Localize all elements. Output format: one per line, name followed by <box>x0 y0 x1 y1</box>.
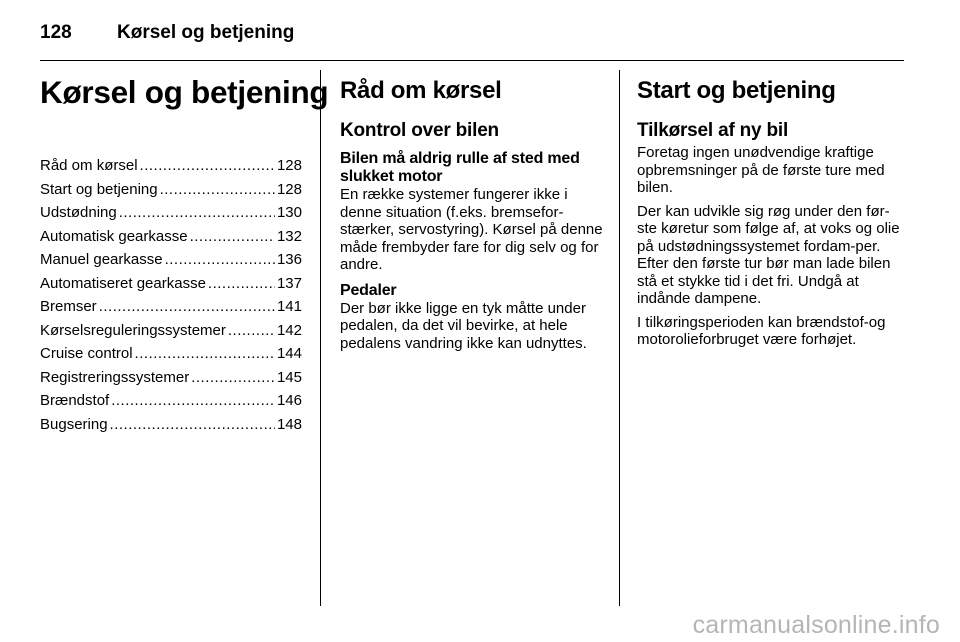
toc-entry-udstoedning[interactable] <box>40 201 302 225</box>
toc-entry-label: Bugsering <box>40 415 108 433</box>
chapter-column <box>40 72 329 436</box>
toc-entry-manuel-gearkasse[interactable] <box>40 248 302 272</box>
toc-leader-dots <box>165 248 275 272</box>
page-header <box>40 22 905 46</box>
toc-entry-page: 145 <box>276 368 302 386</box>
toc-entry-automatisk-gearkasse[interactable] <box>40 225 302 249</box>
warning-text: En række systemer fungerer ikke i denne situation (f.eks. bremsefor-stærker, servostyring). Kørsel på denne måde frembyder fare for dig selv og for andre. <box>340 186 603 273</box>
toc-entry-bugsering[interactable] <box>40 413 302 437</box>
toc-entry-label: Start og betjening <box>40 180 158 198</box>
toc-entry-label: Udstødning <box>40 204 117 221</box>
pedals-text: Der bør ikke ligge en tyk måtte under pedalen, da det vil bevirke, at hele pedalens vandring ikke kan udnyttes. <box>340 299 587 352</box>
running-title: Kørsel og betjening <box>117 22 295 43</box>
toc-entry-raad-om-koersel[interactable] <box>40 154 302 178</box>
chapter-title: Kørsel og betjening <box>40 74 329 110</box>
toc-entry-label: Brændstof <box>40 392 110 409</box>
toc-entry-page: 146 <box>276 392 302 409</box>
paragraph: I tilkøringsperioden kan brændstof-og motorolieforbruget være forhøjet. <box>637 313 886 348</box>
toc-entry-page: 136 <box>276 251 302 268</box>
toc-entry-label: Bremser <box>40 298 97 315</box>
toc-leader-dots <box>110 413 275 437</box>
driving-advice-column <box>340 72 604 352</box>
toc-entry-page: 128 <box>276 157 302 174</box>
toc-entry-bremser[interactable] <box>40 295 302 319</box>
page-number: 128 <box>40 22 72 43</box>
warning-heading: Bilen må aldrig rulle af sted med slukket motor <box>340 150 580 185</box>
toc-leader-dots <box>191 366 275 390</box>
toc-entry-label: Automatiseret gearkasse <box>40 274 206 292</box>
toc-entry-page: 130 <box>276 204 302 221</box>
toc-entry-page: 137 <box>276 274 302 292</box>
column-divider <box>320 70 321 606</box>
header-rule <box>40 60 904 61</box>
toc-entry-braendstof[interactable] <box>40 389 302 413</box>
toc-entry-label: Registreringssystemer <box>40 368 190 386</box>
toc-leader-dots <box>190 225 275 249</box>
toc-entry-page: 128 <box>276 180 302 198</box>
toc-entry-automatiseret-gearkasse[interactable] <box>40 272 302 296</box>
column-divider <box>619 70 620 606</box>
paragraph: Der kan udvikle sig røg under den før-ste køretur som følge af, at voks og olie på udstødningssystemet fordam-per. Efter den første tur bør man lade bilen stå et stykke tid i det fri. Undgå at indånde dampene. <box>637 202 900 307</box>
subsection-title: Tilkørsel af ny bil <box>637 120 789 141</box>
subsection-title: Kontrol over bilen <box>340 120 499 141</box>
toc-leader-dots <box>119 201 275 225</box>
section-title: Start og betjening <box>637 77 836 104</box>
toc-entry-page: 148 <box>276 415 302 433</box>
toc-entry-page: 142 <box>276 321 302 339</box>
table-of-contents <box>40 154 302 436</box>
toc-entry-cruise-control[interactable] <box>40 342 302 366</box>
toc-entry-page: 144 <box>276 345 302 362</box>
toc-entry-page: 132 <box>276 227 302 245</box>
toc-entry-label: Råd om kørsel <box>40 157 138 174</box>
toc-entry-koerselsreguleringssystemer[interactable] <box>40 319 302 343</box>
toc-leader-dots <box>160 178 275 202</box>
toc-leader-dots <box>140 154 275 178</box>
section-title: Råd om kørsel <box>340 77 502 104</box>
toc-leader-dots <box>228 319 275 343</box>
paragraph: Foretag ingen unødvendige kraftige opbremsninger på de første ture med bilen. <box>637 144 885 196</box>
toc-entry-label: Manuel gearkasse <box>40 251 163 268</box>
toc-entry-label: Kørselsreguleringssystemer <box>40 321 226 339</box>
toc-entry-label: Automatisk gearkasse <box>40 227 188 245</box>
toc-leader-dots <box>111 389 275 413</box>
toc-entry-registreringssystemer[interactable] <box>40 366 302 390</box>
toc-leader-dots <box>99 295 275 319</box>
toc-leader-dots <box>208 272 275 296</box>
start-operation-column <box>637 72 903 349</box>
toc-entry-start-og-betjening[interactable] <box>40 178 302 202</box>
watermark: carmanualsonline.info <box>692 611 940 639</box>
toc-entry-page: 141 <box>276 298 302 315</box>
toc-entry-label: Cruise control <box>40 345 133 362</box>
toc-leader-dots <box>135 342 275 366</box>
pedals-heading: Pedaler <box>340 281 397 299</box>
